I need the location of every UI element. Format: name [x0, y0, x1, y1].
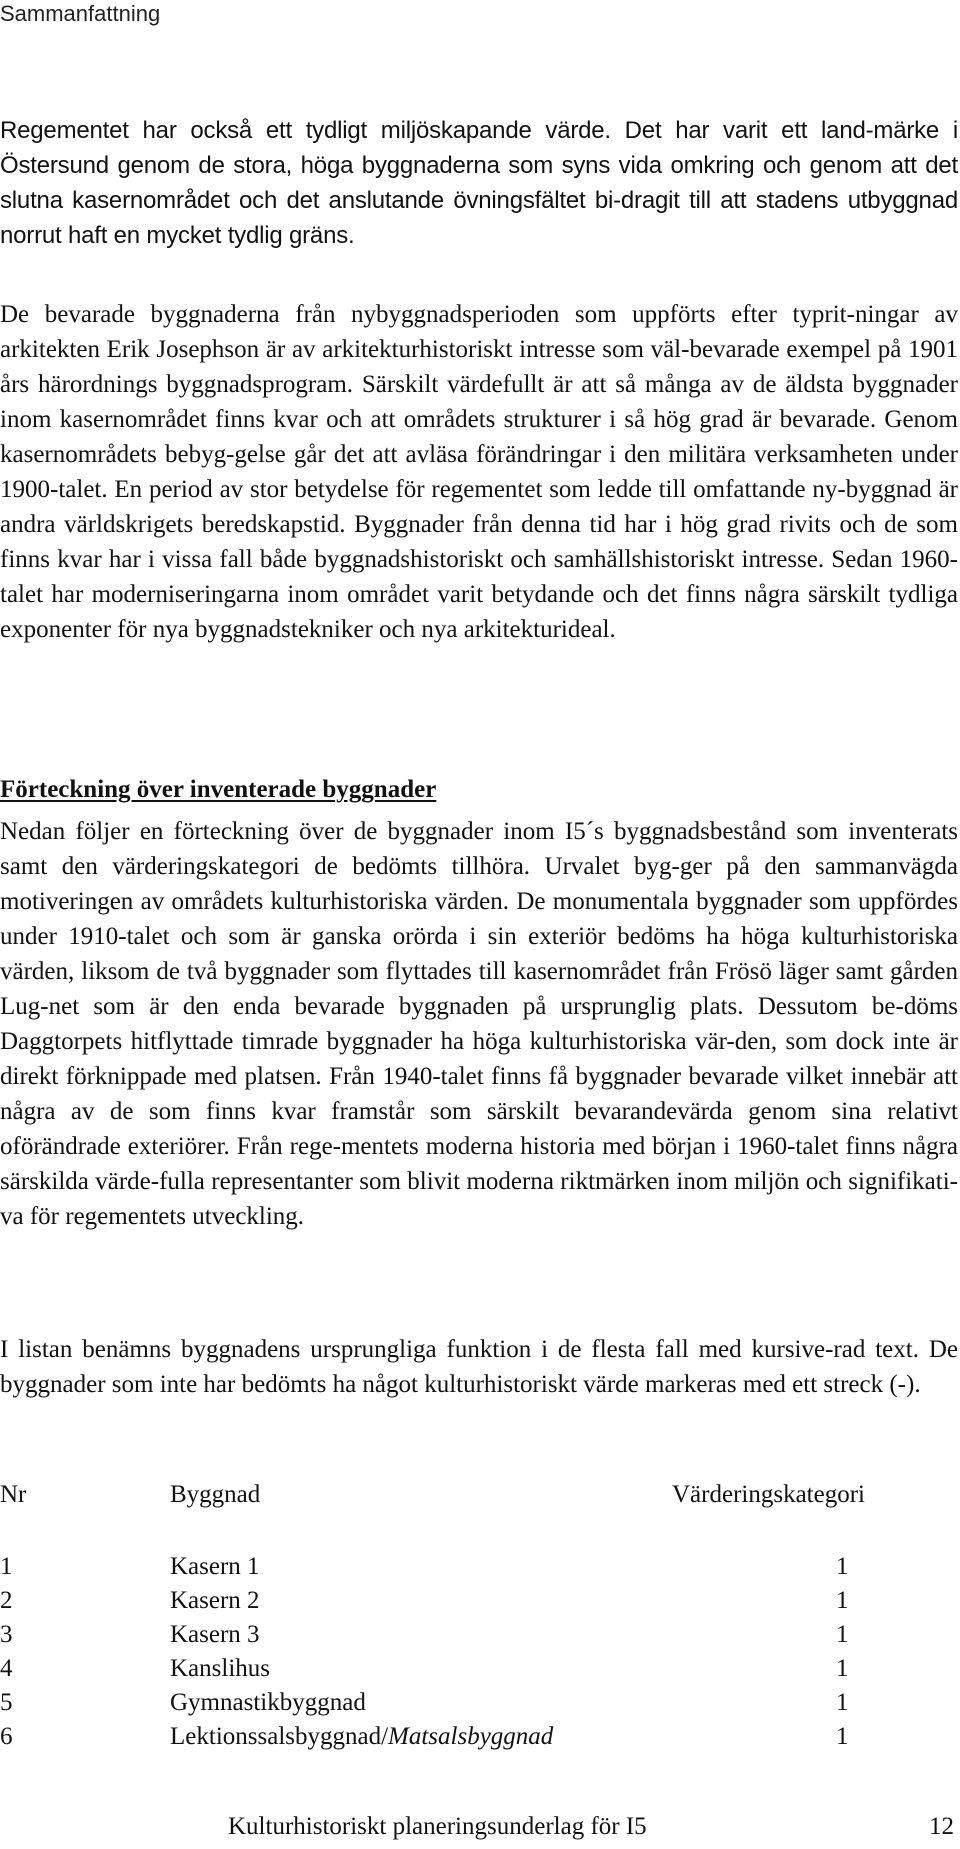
row-nr: 3 [0, 1621, 13, 1648]
row-category-value: 1 [836, 1689, 849, 1716]
row-category-value: 1 [836, 1587, 849, 1614]
row-building: Lektionssalsbyggnad/Matsalsbyggnad [170, 1723, 554, 1750]
table-header-row [0, 1478, 958, 1512]
building-table [0, 1478, 958, 1754]
row-nr: 6 [0, 1723, 13, 1750]
row-building: Kanslihus [170, 1655, 270, 1682]
table-row [0, 1618, 958, 1652]
row-nr: 5 [0, 1689, 13, 1716]
row-category-value: 1 [836, 1553, 849, 1580]
column-header-category: Värderingskategori [672, 1481, 865, 1508]
paragraph-inventory-intro: Nedan följer en förteckning över de byggnader inom I5´s byggnadsbestånd som inventerats samt den värderingskategori de bedömts tillhöra. Urvalet byg-ger på den sammanvägda motiveringen av områdets kulturhistoriska värden. De monumentala byggnader som uppfördes under 1910-talet och som är ganska orörda i sin exteriör bedöms ha höga kulturhistoriska värden, liksom de två byggnader som flyttades till kasernområdet från Frösö läger samt gården Lug-net som är den enda bevarade byggnaden på ursprunglig plats. Dessutom be-döms Daggtorpets hitflyttade timrade byggnader ha höga kulturhistoriska vär-den, som dock inte är direkt förknippade med platsen. Från 1940-talet finns få byggnader bevarade vilket innebär att några av de som finns kvar framstår som särskilt bevarandevärda genom sina relativt oförändrade exteriörer. Från rege-mentets moderna historia med början i 1960-talet finns några särskilda värde-fulla representanter som blivit moderna riktmärken inom miljön och signifikati-va för regementets utveckling. [0, 818, 958, 1230]
row-building: Kasern 3 [170, 1621, 260, 1648]
row-category-value: 1 [836, 1655, 849, 1682]
row-building: Gymnastikbyggnad [170, 1689, 366, 1716]
row-building: Kasern 2 [170, 1587, 260, 1614]
paragraph-environment-value: Regementet har också ett tydligt miljöskapande värde. Det har varit ett land-märke i Östersund genom de stora, höga byggnaderna som syns vida omkring och genom att det slutna kasernområdet och det anslutande övningsfältet bi-dragit till att stadens utbyggnad norrut haft en mycket tydlig gräns. [0, 117, 958, 249]
section-label: Sammanfattning [0, 1, 161, 26]
row-building: Kasern 1 [170, 1553, 260, 1580]
footer-title: Kulturhistoriskt planeringsunderlag för I5 [228, 1813, 647, 1840]
row-nr: 2 [0, 1587, 13, 1614]
table-row [0, 1686, 958, 1720]
table-row [0, 1720, 958, 1754]
page-footer [0, 1810, 958, 1844]
page-number: 12 [929, 1813, 954, 1840]
paragraph-list-explanation: I listan benämns byggnadens ursprungliga funktion i de flesta fall med kursive-rad text. De byggnader som inte har bedömts ha något kulturhistoriskt värde markeras med ett streck (-). [0, 1336, 958, 1398]
row-category-value: 1 [836, 1621, 849, 1648]
row-nr: 1 [0, 1553, 13, 1580]
heading-building-inventory: Förteckning över inventerade byggnader [0, 776, 437, 803]
column-header-nr: Nr [0, 1481, 27, 1508]
column-header-building: Byggnad [170, 1481, 261, 1508]
paragraph-preserved-buildings: De bevarade byggnaderna från nybyggnadsperioden som uppförts efter typrit-ningar av arkitekten Erik Josephson är av arkitekturhistoriskt intresse som väl-bevarade exempel på 1901 års härordnings byggnadsprogram. Särskilt värdefullt är att så många av de äldsta byggnader inom kasernområdet finns kvar och att områdets strukturer i så hög grad är bevarade. Genom kasernområdets bebyg-gelse går det att avläsa förändringar i den militära verksamheten under 1900-talet. En period av stor betydelse för regementet som ledde till omfattande ny-byggnad är andra världskrigets beredskapstid. Byggnader från denna tid har i hög grad rivits och de som finns kvar har i vissa fall både byggnadshistoriskt och samhällshistoriskt intresse. Sedan 1960-talet har moderniseringarna inom området varit betydande och det finns några särskilt tydliga exponenter för nya byggnadstekniker och nya arkitekturideal. [0, 301, 958, 643]
row-category-value: 1 [836, 1723, 849, 1750]
table-row [0, 1652, 958, 1686]
table-row [0, 1550, 958, 1584]
table-row [0, 1584, 958, 1618]
row-nr: 4 [0, 1655, 13, 1682]
